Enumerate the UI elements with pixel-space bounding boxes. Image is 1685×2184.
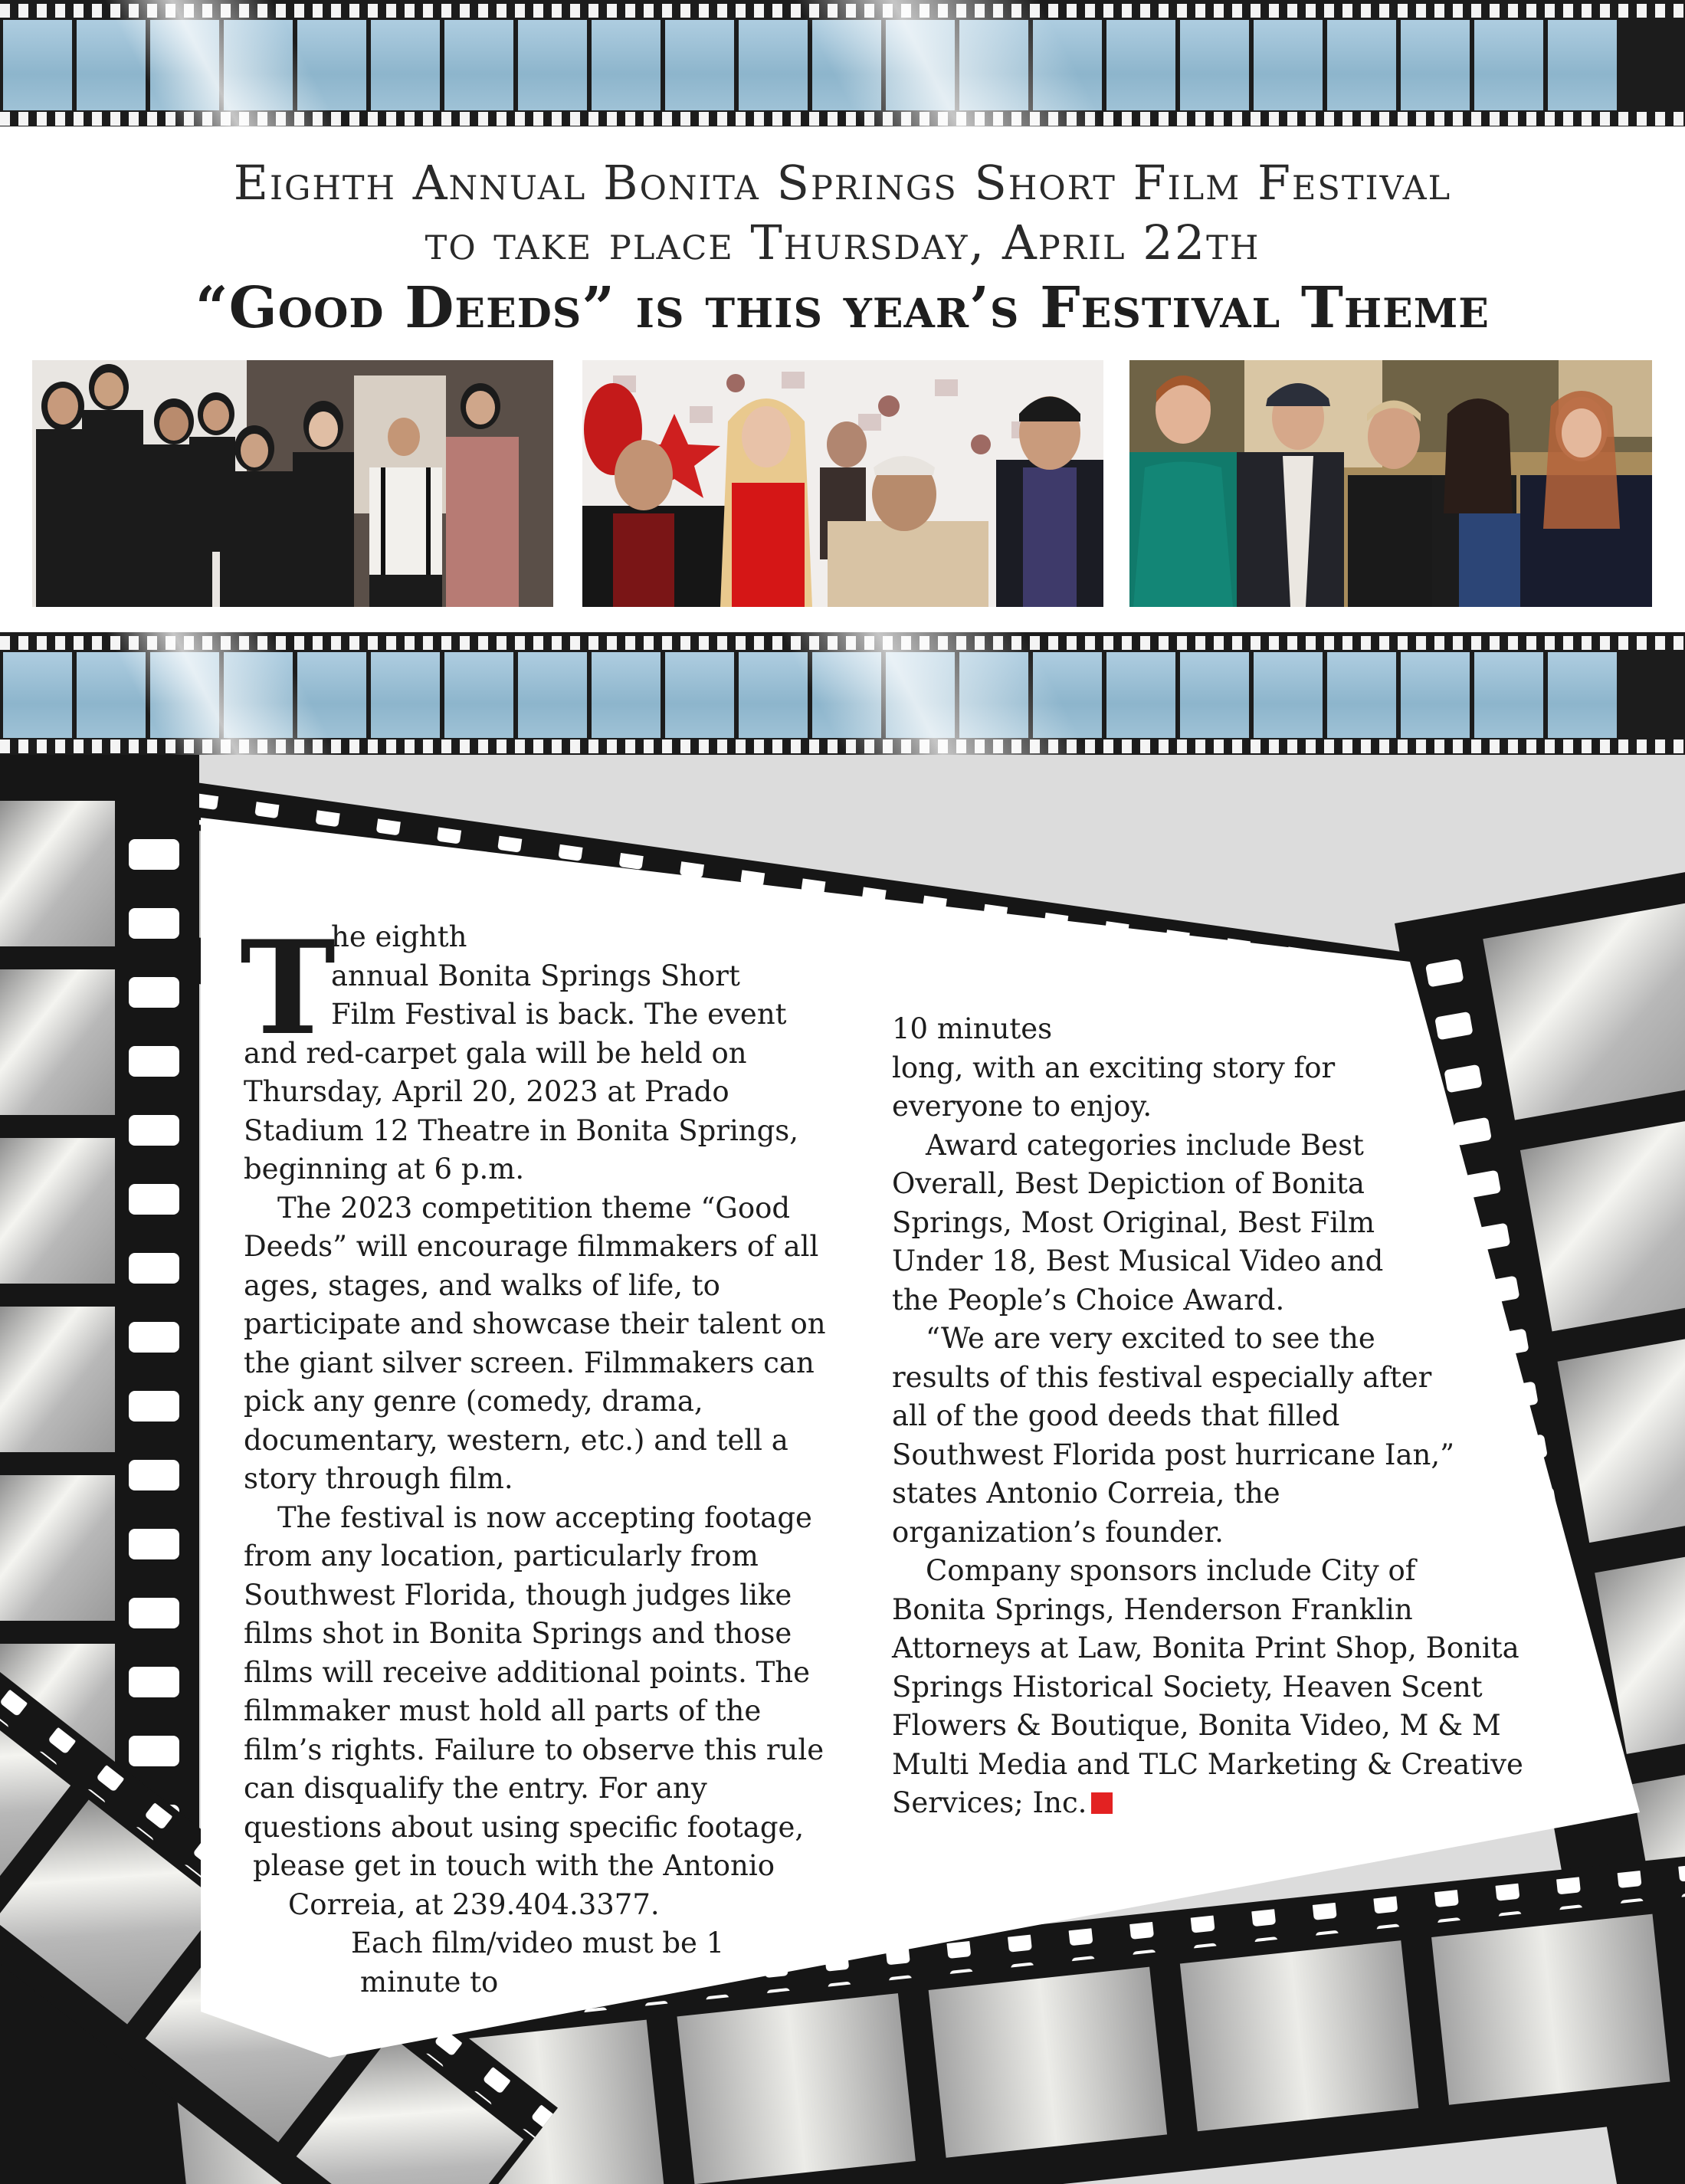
article-line: “We are very excited to see the [926,1322,1375,1355]
article-line: Stadium 12 Theatre in Bonita Springs, [244,1113,799,1147]
article-line: The festival is now accepting footage [277,1500,812,1534]
article-line: organization’s founder. [892,1515,1224,1549]
photo-red-carpet-group [582,360,1103,607]
film-frame [518,20,587,110]
article-line: the giant silver screen. Filmmakers can [244,1346,815,1379]
article-line: Multi Media and TLC Marketing & Creative [892,1747,1523,1781]
film-frame [592,652,661,738]
film-frame [592,20,661,110]
headline-line-2: to take place Thursday, April 22th [425,215,1260,271]
article-line: documentary, western, etc.) and tell a [244,1423,788,1457]
headline-line-3: “Good Deeds” is this year’s Festival Theme [195,275,1490,341]
article-line: participate and showcase their talent on [244,1307,826,1340]
film-frame [444,652,513,738]
film-frame [1548,652,1617,738]
film-frame [1401,20,1470,110]
film-frame [444,20,513,110]
drop-cap: T [240,912,336,1064]
article-line: Each film/video must be 1 [351,1927,725,1959]
article-line: The 2023 competition theme “Good [277,1191,791,1225]
article-line: states Antonio Correia, the [892,1477,1280,1510]
article-line: Under 18, Best Musical Video and [892,1244,1384,1277]
article-line: Deeds” will encourage filmmakers of all [244,1230,819,1263]
article-line: and red-carpet gala will be held on [244,1036,747,1070]
article-line: beginning at 6 p.m. [244,1153,525,1185]
headline [0,153,1685,343]
top-filmstrip-banner [0,0,1685,126]
film-frame [1548,20,1617,110]
article-line: Award categories include Best [926,1128,1364,1162]
article-line: Southwest Florida, though judges like [244,1578,792,1612]
film-frame [371,20,440,110]
film-frame [518,652,587,738]
article-line: can disqualify the entry. For any [244,1772,707,1805]
article-line: Thursday, April 20, 2023 at Prado [244,1075,729,1108]
article-line: the People’s Choice Award. [892,1283,1285,1317]
article-line [892,1784,1536,1823]
film-frame [1106,20,1175,110]
film-frame [3,652,72,738]
film-frame [739,20,808,110]
film-frame [1474,652,1543,738]
article-line: story through film. [244,1462,513,1495]
article-column-1 [244,918,841,2002]
film-frame [1106,652,1175,738]
photo-festival-organizers [1129,360,1652,607]
article-line: Flowers & Boutique, Bonita Video, M & M [892,1709,1501,1742]
article-line: Correia, at 239.404.3377. [288,1887,660,1921]
film-frame [665,652,734,738]
article-line: Film Festival is back. The event [331,998,787,1031]
article-line: from any location, particularly from [244,1540,759,1572]
article-line: ages, stages, and walks of life, to [244,1268,720,1302]
article-line: annual Bonita Springs Short [331,959,740,992]
film-frame [1254,652,1323,738]
article-line: everyone to enjoy. [892,1090,1152,1123]
article-line: results of this festival especially after [892,1360,1432,1394]
article-line: filmmaker must hold all parts of the [244,1694,762,1727]
article-line: Attorneys at Law, Bonita Print Shop, Bonita [892,1631,1519,1664]
article-line: minute to [360,1965,499,1999]
article-line: film’s rights. Failure to observe this rule [244,1733,824,1766]
article-column-2 [892,1010,1536,1823]
film-frame [1327,20,1396,110]
article-line: Southwest Florida post hurricane Ian,” [892,1438,1455,1471]
article-line: pick any genre (comedy, drama, [244,1385,703,1418]
film-frame [3,20,72,110]
article-line: 10 minutes [892,1012,1053,1045]
film-frame [1474,20,1543,110]
article-final-text: Services; Inc. [892,1786,1087,1819]
article-line: Bonita Springs, Henderson Franklin [892,1592,1413,1626]
article-line: Springs, Most Original, Best Film [892,1205,1375,1239]
end-of-article-mark [1091,1792,1113,1814]
film-frame [1327,652,1396,738]
film-frame [1180,652,1249,738]
film-frame [665,20,734,110]
article-line: please get in touch with the Antonio [253,1849,775,1882]
film-frame [1254,20,1323,110]
article-line: Springs Historical Society, Heaven Scent [892,1670,1483,1704]
photo-group-filmmakers [32,360,553,607]
article-line: all of the good deeds that filled [892,1399,1340,1432]
article-line: long, with an exciting story for [892,1051,1336,1084]
article-line: questions about using specific footage, [244,1810,805,1844]
article-line: Overall, Best Depiction of Bonita [892,1167,1365,1200]
film-frame [371,652,440,738]
article-line: films shot in Bonita Springs and those [244,1617,792,1650]
article-line: films will receive additional points. The [244,1655,811,1689]
article-line: he eighth [331,920,467,953]
article-line: Company sponsors include City of [926,1554,1416,1587]
middle-filmstrip-banner [0,632,1685,755]
film-frame [1401,652,1470,738]
film-frame [1180,20,1249,110]
headline-line-1: Eighth Annual Bonita Springs Short Film Festival [233,155,1452,211]
